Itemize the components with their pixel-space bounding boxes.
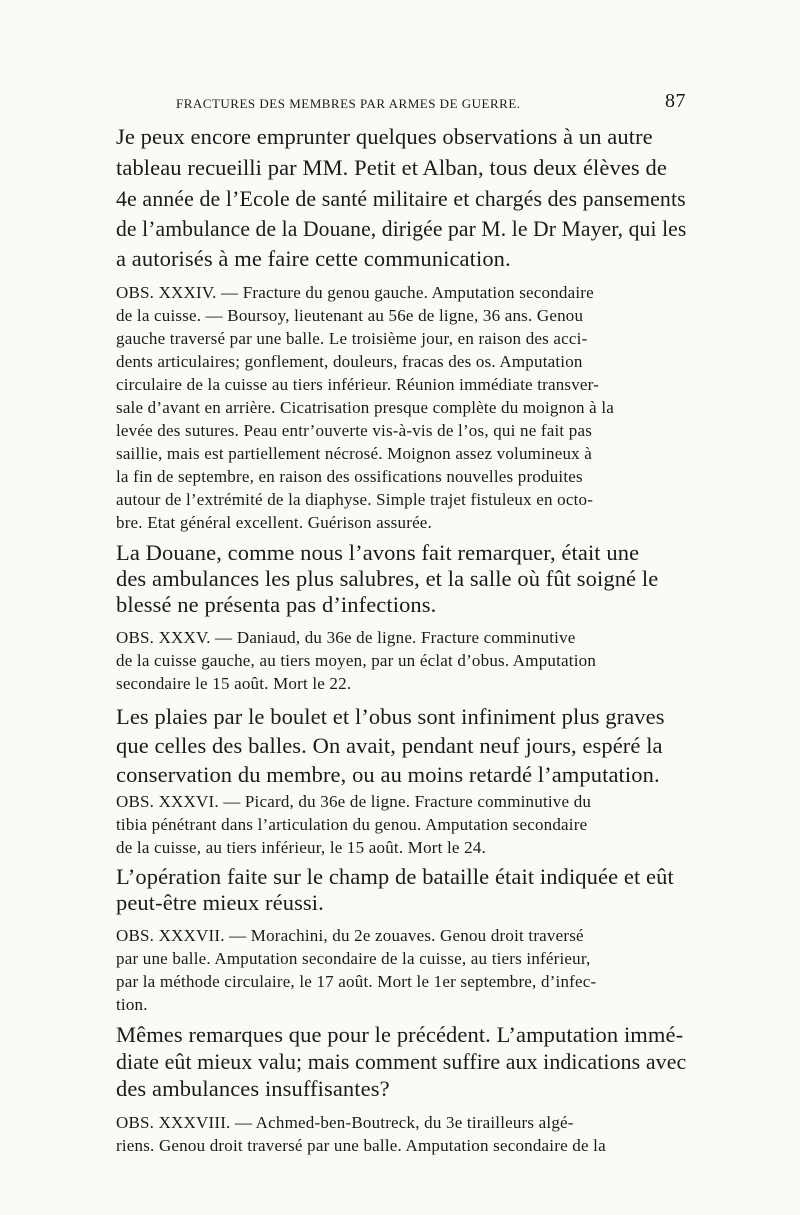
observation-line: circulaire de la cuisse au tiers inférieur. Réunion immédiate transver- xyxy=(116,375,600,394)
observation-line: tibia pénétrant dans l’articulation du genou. Amputation secondaire xyxy=(116,815,588,834)
observation-line: de la cuisse, au tiers inférieur, le 15 août. Mort le 24. xyxy=(116,838,486,857)
observation-line: gauche traversé par une balle. Le troisième jour, en raison des acci- xyxy=(116,329,588,348)
running-title: FRACTURES DES MEMBRES PAR ARMES DE GUERRE. xyxy=(176,96,521,111)
text-line: que celles des balles. On avait, pendant neuf jours, espéré la xyxy=(116,733,663,758)
text-line: peut-être mieux réussi. xyxy=(116,890,324,915)
observation-line: par une balle. Amputation secondaire de la cuisse, au tiers inférieur, xyxy=(116,949,591,968)
observation-line: autour de l’extrémité de la diaphyse. Simple trajet fistuleux en octo- xyxy=(116,490,594,509)
observation-line: par la méthode circulaire, le 17 août. Mort le 1er septembre, d’infec- xyxy=(116,972,597,991)
observation-line: OBS. XXXVI. — Picard, du 36e de ligne. Fracture comminutive du xyxy=(116,792,592,811)
observation-line: la fin de septembre, en raison des ossifications nouvelles produites xyxy=(116,467,583,486)
text-line: conservation du membre, ou au moins retardé l’amputation. xyxy=(116,762,660,787)
observation-line: sale d’avant en arrière. Cicatrisation presque complète du moignon à la xyxy=(116,398,615,417)
text-line: des ambulances les plus salubres, et la salle où fût soigné le xyxy=(116,566,659,591)
observation-line: levée des sutures. Peau entr’ouverte vis-à-vis de l’os, qui ne fait pas xyxy=(116,421,593,440)
text-line: tableau recueilli par MM. Petit et Alban, tous deux élèves de xyxy=(116,155,667,180)
text-line: La Douane, comme nous l’avons fait remarquer, était une xyxy=(116,540,640,565)
text-line: Je peux encore emprunter quelques observations à un autre xyxy=(116,124,653,149)
text-line: blessé ne présenta pas d’infections. xyxy=(116,592,437,617)
observation-line: saillie, mais est partiellement nécrosé. Moignon assez volumineux à xyxy=(116,444,593,463)
text-line: Mêmes remarques que pour le précédent. L’amputation immé- xyxy=(116,1022,684,1047)
observation-line: OBS. XXXIV. — Fracture du genou gauche. Amputation secondaire xyxy=(116,283,594,302)
text-line: a autorisés à me faire cette communication. xyxy=(116,246,511,271)
text-line: des ambulances insuffisantes? xyxy=(116,1076,390,1101)
observation-line: OBS. XXXV. — Daniaud, du 36e de ligne. Fracture comminutive xyxy=(116,628,576,647)
text-line: L’opération faite sur le champ de bataille était indiquée et eût xyxy=(116,864,674,889)
observation-line: de la cuisse gauche, au tiers moyen, par un éclat d’obus. Amputation xyxy=(116,651,597,670)
page-number: 87 xyxy=(665,90,686,112)
observation-line: OBS. XXXVIII. — Achmed-ben-Boutreck, du 3e tirailleurs algé- xyxy=(116,1113,574,1132)
text-line: diate eût mieux valu; mais comment suffire aux indications avec xyxy=(116,1049,687,1074)
observation-line: bre. Etat général excellent. Guérison assurée. xyxy=(116,513,433,532)
text-line: 4e année de l’Ecole de santé militaire et chargés des pansements xyxy=(116,186,686,211)
observation-line: dents articulaires; gonflement, douleurs, fracas des os. Amputation xyxy=(116,352,583,371)
observation-line: tion. xyxy=(116,995,148,1014)
text-line: de l’ambulance de la Douane, dirigée par M. le Dr Mayer, qui les xyxy=(116,216,687,241)
text-line: Les plaies par le boulet et l’obus sont infiniment plus graves xyxy=(116,704,665,729)
observation-line: OBS. XXXVII. — Morachini, du 2e zouaves. Genou droit traversé xyxy=(116,926,584,945)
observation-line: riens. Genou droit traversé par une balle. Amputation secondaire de la xyxy=(116,1136,606,1155)
observation-line: de la cuisse. — Boursoy, lieutenant au 56e de ligne, 36 ans. Genou xyxy=(116,306,584,325)
observation-line: secondaire le 15 août. Mort le 22. xyxy=(116,674,352,693)
